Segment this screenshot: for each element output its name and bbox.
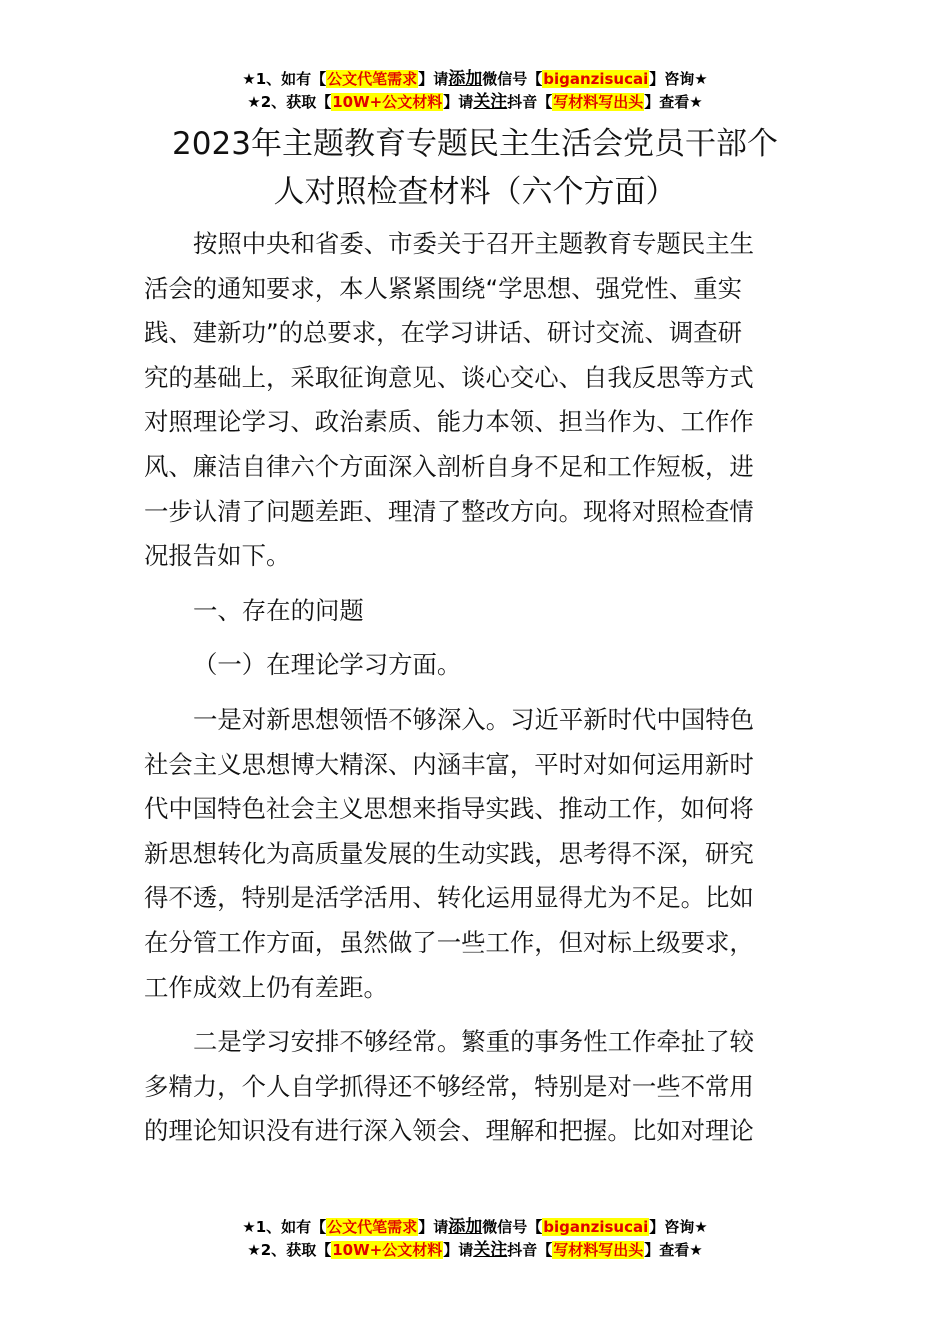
banner-line-1 xyxy=(0,1216,950,1239)
banner-text: 】请 xyxy=(443,93,474,111)
banner-highlight-wechat: biganzisucai xyxy=(543,70,649,88)
paragraph-point-two xyxy=(144,1020,808,1154)
banner-text: 如有【 xyxy=(281,1218,327,1236)
banner-underline-follow: 关注 xyxy=(473,92,508,112)
banner-text: 如有【 xyxy=(281,70,327,88)
banner-text: 抖音【 xyxy=(507,93,553,111)
banner-text: 微信号【 xyxy=(482,1218,543,1236)
text-line: 对照理论学习、政治素质、能力本领、担当作为、工作作 xyxy=(144,407,754,437)
text-line: 践、建新功”的总要求，在学习讲话、研讨交流、调查研 xyxy=(144,318,743,348)
text-line: 社会主义思想博大精深、内涵丰富，平时对如何运用新时 xyxy=(144,749,754,779)
banner-text: 】请 xyxy=(418,70,449,88)
banner-highlight-douyin: 写材料写出头 xyxy=(553,1241,644,1259)
banner-text: 获取【 xyxy=(286,1241,332,1259)
banner-star-2: ★2、 xyxy=(247,93,287,111)
heading-theory-study: （一）在理论学习方面。 xyxy=(193,650,462,680)
paragraph-intro xyxy=(144,222,808,579)
banner-star-2: ★2、 xyxy=(247,1241,287,1259)
banner-highlight-service: 公文代笔需求 xyxy=(327,1218,418,1236)
banner-highlight-wechat: biganzisucai xyxy=(543,1218,649,1236)
section-heading xyxy=(144,589,808,634)
text-line: 的理论知识没有进行深入领会、理解和把握。比如对理论 xyxy=(144,1116,754,1146)
header-banner xyxy=(0,68,950,114)
banner-underline-add: 添加 xyxy=(448,1217,483,1237)
banner-text: 】请 xyxy=(443,1241,474,1259)
text-line: 一是对新思想领悟不够深入。习近平新时代中国特色 xyxy=(193,704,754,734)
text-line: 究的基础上，采取征询意见、谈心交心、自我反思等方式 xyxy=(144,362,754,392)
banner-underline-follow: 关注 xyxy=(473,1240,508,1260)
text-line: 多精力，个人自学抓得还不够经常，特别是对一些不常用 xyxy=(144,1071,754,1101)
text-line: 代中国特色社会主义思想来指导实践、推动工作，如何将 xyxy=(144,794,754,824)
text-line: 在分管工作方面，虽然做了一些工作，但对标上级要求， xyxy=(144,927,754,957)
paragraph-point-one xyxy=(144,698,808,1010)
text-line: 按照中央和省委、市委关于召开主题教育专题民主生 xyxy=(193,229,754,258)
heading-existing-problems: 一、存在的问题 xyxy=(193,595,364,625)
text-line: 活会的通知要求，本人紧紧围绕“学思想、强党性、重实 xyxy=(144,273,743,303)
banner-text: 微信号【 xyxy=(482,70,543,88)
banner-line-2 xyxy=(0,91,950,114)
banner-underline-add: 添加 xyxy=(448,69,483,89)
banner-text: 获取【 xyxy=(286,93,332,111)
text-line: 一步认清了问题差距、理清了整改方向。现将对照检查情 xyxy=(144,496,754,526)
banner-text: 】咨询★ xyxy=(649,1218,708,1236)
banner-star-1: ★1、 xyxy=(242,1218,282,1236)
banner-line-2 xyxy=(0,1239,950,1262)
title-line-1: 2023年主题教育专题民主生活会党员干部个 xyxy=(172,126,778,162)
banner-text: 】查看★ xyxy=(644,1241,703,1259)
text-line: 况报告如下。 xyxy=(144,541,291,571)
banner-line-1 xyxy=(0,68,950,91)
footer-banner xyxy=(0,1216,950,1262)
text-line: 新思想转化为高质量发展的生动实践，思考得不深，研究 xyxy=(144,838,754,868)
text-line: 风、廉洁自律六个方面深入剖析自身不足和工作短板，进 xyxy=(144,451,754,481)
banner-text: 】请 xyxy=(418,1218,449,1236)
banner-highlight-service: 公文代笔需求 xyxy=(327,70,418,88)
title-line-2: 人对照检查材料（六个方面） xyxy=(273,174,677,210)
text-line: 得不透，特别是活学活用、转化运用显得尤为不足。比如 xyxy=(144,883,754,913)
banner-highlight-materials: 10W+公文材料 xyxy=(332,1241,443,1259)
banner-highlight-douyin: 写材料写出头 xyxy=(553,93,644,111)
document-body xyxy=(144,222,808,1154)
banner-text: 抖音【 xyxy=(507,1241,553,1259)
text-line: 二是学习安排不够经常。繁重的事务性工作牵扯了较 xyxy=(193,1027,754,1057)
banner-text: 】咨询★ xyxy=(649,70,708,88)
banner-star-1: ★1、 xyxy=(242,70,282,88)
document-title xyxy=(0,120,950,216)
text-line: 工作成效上仍有差距。 xyxy=(144,972,388,1002)
subsection-heading xyxy=(144,643,808,688)
banner-highlight-materials: 10W+公文材料 xyxy=(332,93,443,111)
banner-text: 】查看★ xyxy=(644,93,703,111)
